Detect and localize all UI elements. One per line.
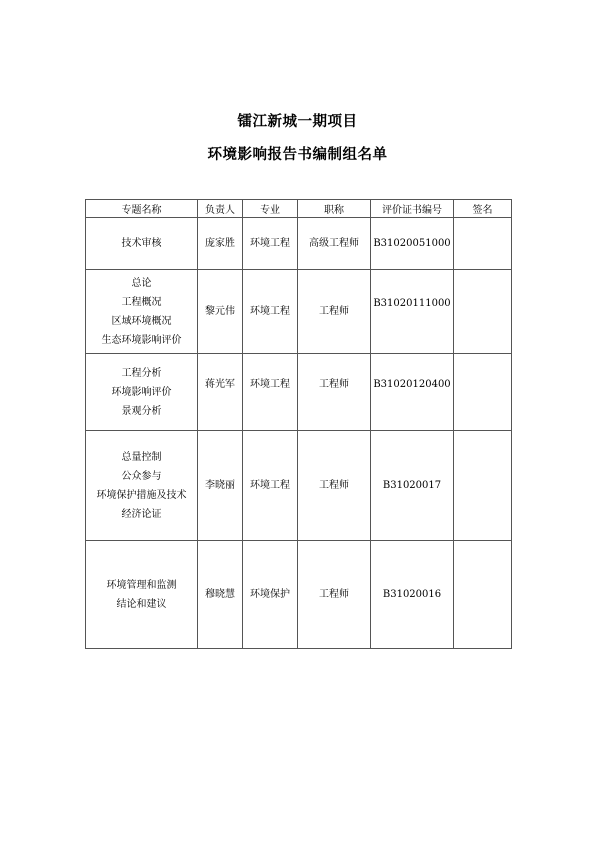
major-value: 环境工程 [250, 378, 290, 390]
person-cell [198, 354, 243, 431]
major-cell: 环境保护 [243, 541, 298, 649]
topic-line: 总量控制 [121, 451, 162, 463]
topic-cell [86, 270, 198, 354]
table-row [86, 218, 512, 270]
signature-cell [454, 354, 512, 431]
topic-line: 环境保护措施及技术 [96, 489, 187, 501]
major-cell: 环境工程 [243, 431, 298, 541]
cert-cell: B31020051000 [371, 218, 454, 270]
major-cell: 环境工程 [243, 270, 298, 354]
table-row [86, 541, 512, 649]
header-cert: 评价证书编号 [371, 200, 454, 218]
cert-cell [371, 354, 454, 431]
cert-cell: B31020017 [371, 431, 454, 541]
topic-line: 工程分析 [121, 367, 162, 379]
title-cell: 高级工程师 [298, 218, 371, 270]
signature-cell [454, 270, 512, 354]
person-value: 蒋光军 [205, 378, 235, 390]
major-cell: 环境工程 [243, 218, 298, 270]
topic-line: 环境影响评价 [111, 386, 172, 398]
topic-line: 区域环境概况 [111, 315, 172, 327]
topic-line: 技术审核 [121, 238, 162, 249]
topic-line: 环境管理和监测 [106, 579, 177, 591]
table-row [86, 431, 512, 541]
topic-cell [86, 354, 198, 431]
person-cell: 穆晓慧 [198, 541, 243, 649]
topic-cell [86, 218, 198, 270]
header-topic: 专题名称 [86, 200, 198, 218]
cert-value: B31020111000 [373, 298, 451, 309]
title-cell: 工程师 [298, 431, 371, 541]
person-cell: 黎元伟 [198, 270, 243, 354]
cert-cell [371, 270, 454, 354]
staff-table [85, 199, 512, 649]
topic-cell [86, 431, 198, 541]
signature-cell [454, 431, 512, 541]
header-signature: 签名 [454, 200, 512, 218]
header-title: 职称 [298, 200, 371, 218]
header-major: 专业 [243, 200, 298, 218]
person-cell: 李晓丽 [198, 431, 243, 541]
title-cell: 工程师 [298, 541, 371, 649]
topic-line: 公众参与 [121, 470, 162, 482]
major-cell [243, 354, 298, 431]
topic-line: 工程概况 [121, 296, 162, 308]
document-subtitle: 环境影响报告书编制组名单 [207, 146, 388, 163]
signature-cell [454, 541, 512, 649]
topic-line: 经济论证 [121, 508, 162, 520]
document-title: 镭江新城一期项目 [237, 113, 358, 130]
signature-cell [454, 218, 512, 270]
topic-line: 总论 [131, 277, 152, 289]
topic-cell [86, 541, 198, 649]
topic-line: 结论和建议 [116, 598, 167, 610]
title-cell [298, 354, 371, 431]
table-row [86, 270, 512, 354]
header-person: 负责人 [198, 200, 243, 218]
table-row [86, 354, 512, 431]
title-cell: 工程师 [298, 270, 371, 354]
topic-line: 生态环境影响评价 [101, 334, 182, 346]
cert-value: B31020120400 [373, 378, 451, 390]
topic-line: 景观分析 [121, 405, 162, 417]
table-header-row [86, 200, 512, 218]
person-cell: 庞家胜 [198, 218, 243, 270]
cert-cell: B31020016 [371, 541, 454, 649]
title-value: 工程师 [319, 378, 349, 390]
